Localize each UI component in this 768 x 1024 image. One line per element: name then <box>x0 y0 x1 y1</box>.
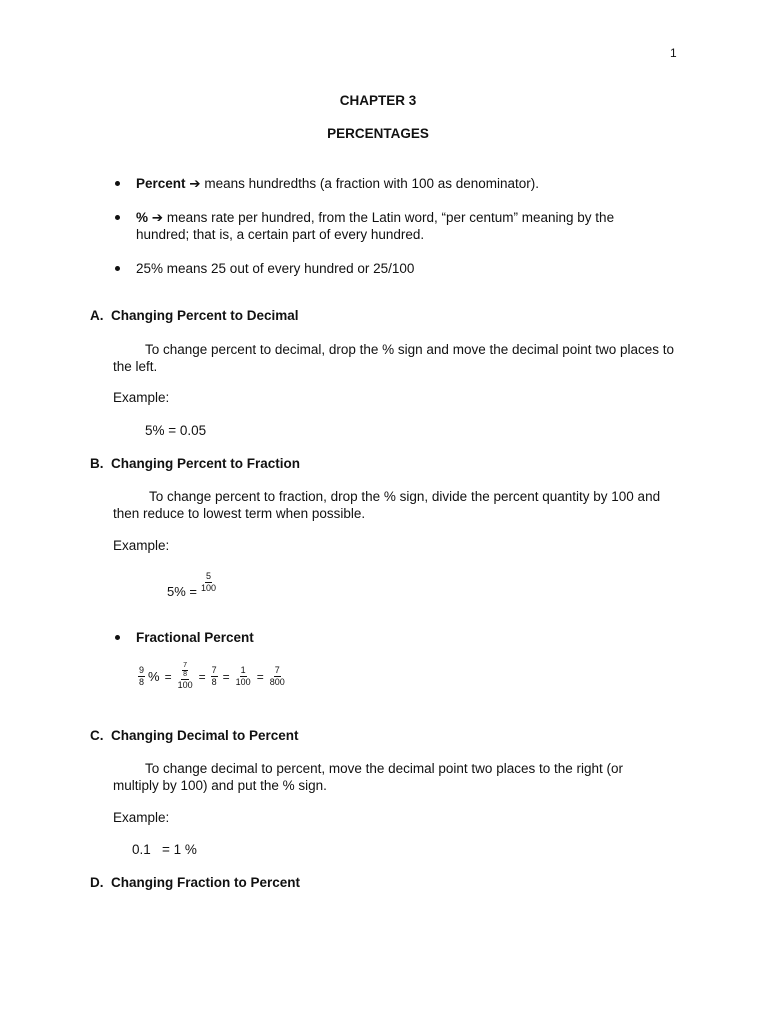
section-title: Changing Percent to Decimal <box>111 308 299 323</box>
section-b-example <box>167 566 217 599</box>
section-c-heading <box>90 728 299 743</box>
bullet-marker <box>115 266 120 271</box>
section-a-example: 5% = 0.05 <box>145 423 207 438</box>
section-letter: D. <box>90 875 104 890</box>
fraction: $\frac{5}{100}$ <box>201 571 217 593</box>
fraction: $\frac{7}{800}$ <box>269 665 285 687</box>
bullet-percent-sign <box>136 209 636 243</box>
bullet-percent <box>136 176 539 192</box>
fraction: $\frac{9}{8}$ <box>139 665 145 687</box>
section-c-paragraph: To change decimal to percent, move the decimal point two places to the right (or multiply by 100) and put the % sign. <box>113 761 624 793</box>
arrow-icon: ➔ <box>189 176 201 191</box>
bullet-marker <box>115 215 120 220</box>
arrow-icon: ➔ <box>151 210 164 225</box>
chapter-label: CHAPTER 3 <box>339 93 417 108</box>
bullet-marker <box>115 635 120 640</box>
section-letter: B. <box>90 456 104 471</box>
section-letter: C. <box>90 728 104 743</box>
bullet-text: means rate per hundred, from the Latin word, “per centum” meaning by the hundred; that is, a certain part of every hundred. <box>136 210 615 242</box>
section-title: Changing Percent to Fraction <box>111 456 301 471</box>
bullet-25-percent: 25% means 25 out of every hundred or 25/100 <box>136 261 415 276</box>
bullet-text: means hundredths (a fraction with 100 as denominator). <box>200 176 540 191</box>
bullet-marker <box>115 181 120 186</box>
section-b-heading <box>90 456 300 471</box>
section-a-heading <box>90 308 299 323</box>
section-b-example-label: Example: <box>113 538 170 553</box>
fractional-percent-equation: $\frac{9}{8}$ % = $\frac{\frac{7}{8}}{100}$ = $\frac{7}{8}$ = $\frac{1}{100}$ = $\frac{7}{800}$ <box>139 662 285 690</box>
section-b-paragraph: To change percent to fraction, drop the % sign, divide the percent quantity by 100 and then reduce to lowest term when possible. <box>113 489 661 521</box>
bullet-term: % <box>136 210 149 225</box>
section-c-example: 0.1 = 1 % <box>132 842 197 857</box>
section-title: Changing Decimal to Percent <box>111 728 299 743</box>
section-a-example-label: Example: <box>113 390 170 405</box>
section-title: Changing Fraction to Percent <box>111 875 301 890</box>
compound-fraction: $\frac{\frac{7}{8}}{100}$ <box>177 662 193 690</box>
fraction: $\frac{7}{8}$ <box>211 665 217 687</box>
page-number: 1 <box>670 46 677 60</box>
section-letter: A. <box>90 308 104 323</box>
section-a-paragraph: To change percent to decimal, drop the % sign and move the decimal point two places to the left. <box>113 342 675 374</box>
example-lhs: 5% = <box>167 584 197 599</box>
fractional-percent-label: Fractional Percent <box>136 630 254 645</box>
bullet-term: Percent <box>136 176 186 191</box>
chapter-title: PERCENTAGES <box>327 126 429 141</box>
fraction: $\frac{1}{100}$ <box>235 665 251 687</box>
section-c-example-label: Example: <box>113 810 170 825</box>
section-d-heading <box>90 875 300 890</box>
